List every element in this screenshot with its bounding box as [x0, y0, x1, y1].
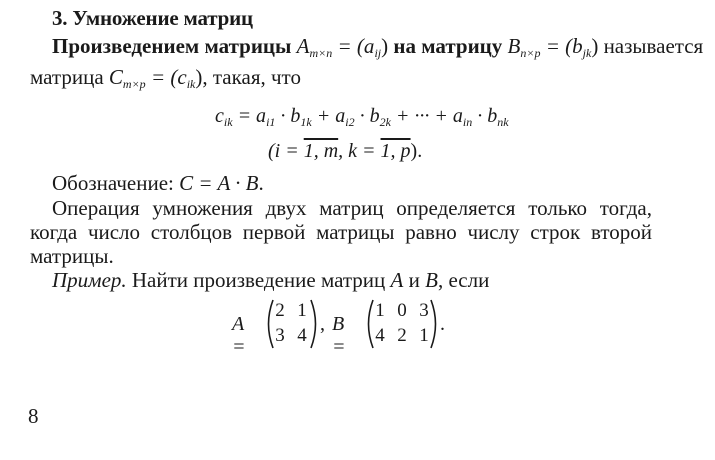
condition-line-1: Операция умножения двух матриц определяется только тогда, — [52, 196, 652, 220]
section-heading: 3. Умножение матриц — [52, 6, 253, 30]
matrix-a-cell: 4 — [297, 325, 307, 346]
matrix-a-symbol: A — [296, 34, 310, 58]
range-open: (i = — [268, 140, 304, 162]
condition-line-2: когда число столбцов первой матрицы равно числу строк второй — [30, 220, 652, 244]
formula-c-index: ik — [223, 115, 233, 129]
definition-term: Произведением матрицы — [52, 34, 292, 58]
definition-line-1 — [52, 36, 703, 59]
such-that-text: такая, что — [212, 65, 301, 89]
matrix-b-cell: 1 — [419, 325, 429, 346]
on-matrix-phrase: на матрицу — [393, 34, 503, 58]
matrix-c-symbol: C — [108, 65, 123, 89]
formula-bn: · b — [477, 105, 498, 127]
page-number: 8 — [28, 404, 39, 428]
formula-b1-index: 1k — [300, 115, 312, 129]
formula-a1: = a — [237, 105, 267, 127]
matrix-a-cell: 1 — [297, 300, 307, 321]
i-range: 1, m — [303, 140, 339, 162]
notation-line — [52, 173, 264, 194]
matrix-b-label: B = — [332, 313, 346, 358]
matrix-c-definition: = (c — [150, 65, 187, 89]
example-text: Найти произведение матриц — [126, 268, 391, 292]
matrix-b-cell: 4 — [375, 325, 385, 346]
matrix-a-label: A = — [232, 313, 246, 358]
k-range: 1, p — [380, 140, 411, 162]
matrix-b-definition-close: ) — [591, 34, 599, 58]
matrix-b — [364, 298, 440, 350]
matrix-a-index: ij — [374, 46, 382, 60]
matrix-a — [264, 298, 320, 350]
definition-line-2 — [30, 67, 301, 90]
matrix-a-dimensions: m×n — [309, 46, 333, 60]
matrix-b-cell: 0 — [397, 300, 407, 321]
matrix-word: матрица — [30, 65, 104, 89]
called-word: называется — [603, 34, 704, 58]
notation-dot: . — [258, 171, 264, 195]
matrix-c-index: ik — [186, 77, 196, 91]
matrix-b-cell: 3 — [419, 300, 429, 321]
range-mid: , k = — [338, 140, 381, 162]
matrix-a-definition: = (a — [337, 34, 375, 58]
range-close: ). — [410, 140, 423, 162]
example-tail: , если — [437, 268, 490, 292]
matrix-b-index: jk — [582, 46, 592, 60]
matrix-b-cell: 1 — [375, 300, 385, 321]
formula-a2: + a — [316, 105, 346, 127]
matrix-b-dimensions: n×p — [520, 46, 541, 60]
formula-a1-index: i1 — [266, 115, 276, 129]
example-label: Пример. — [52, 268, 127, 292]
index-ranges — [268, 141, 422, 161]
matrix-b-cell: 2 — [397, 325, 407, 346]
notation-expression: C = A · B — [179, 171, 259, 195]
example-and: и — [403, 268, 426, 292]
formula-c: c — [215, 105, 224, 127]
example-a: A — [390, 268, 404, 292]
example-b: B — [425, 268, 438, 292]
formula-bn-index: nk — [497, 115, 509, 129]
condition-line-3: матрицы. — [30, 244, 114, 268]
formula-an: + ··· + a — [395, 105, 463, 127]
matrix-c-definition-close: ), — [195, 65, 208, 89]
matrix-a-definition-close: ) — [381, 34, 389, 58]
matrix-a-cell: 3 — [275, 325, 285, 346]
matrix-b-symbol: B — [507, 34, 521, 58]
product-element-formula — [215, 106, 509, 128]
formula-b2-index: 2k — [379, 115, 391, 129]
formula-b1: · b — [280, 105, 301, 127]
notation-label: Обозначение: — [52, 171, 174, 195]
matrices-end: . — [440, 313, 445, 335]
formula-a2-index: i2 — [345, 115, 355, 129]
matrix-c-dimensions: m×p — [122, 77, 146, 91]
example-line — [52, 270, 489, 291]
formula-b2: · b — [359, 105, 380, 127]
formula-an-index: in — [462, 115, 473, 129]
matrix-b-definition: = (b — [545, 34, 583, 58]
matrix-a-cell: 2 — [275, 300, 285, 321]
matrix-separator: , — [320, 313, 325, 335]
